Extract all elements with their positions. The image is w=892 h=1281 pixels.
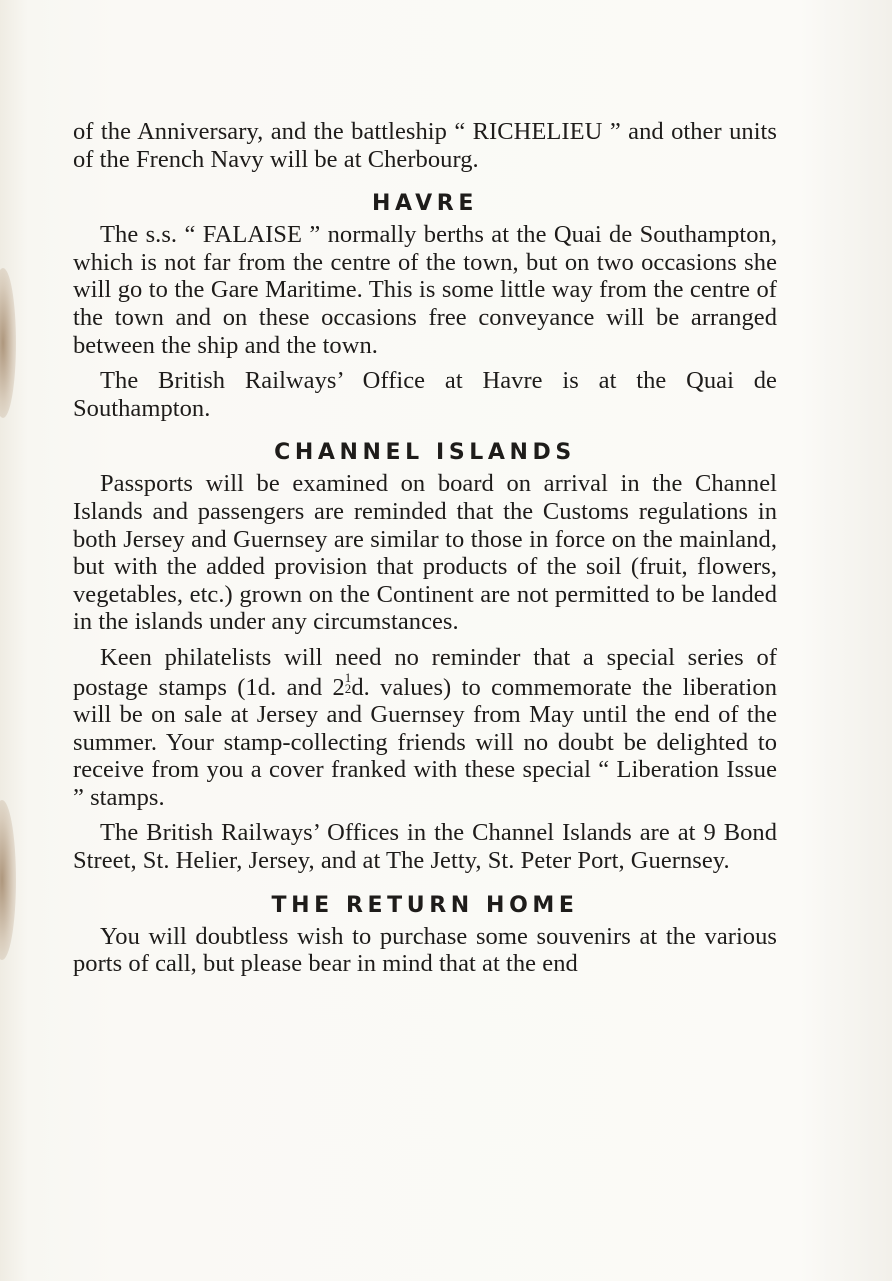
stamps-text-before: Keen philatelists will need no reminder that a special series of postage stamps (1d. and 2 [73, 643, 777, 701]
intro-paragraph: of the Anniversary, and the battleship “ RICHELIEU ” and other units of the French Navy will be at Cherbourg. [73, 118, 777, 173]
paper-stain-bottom [0, 800, 16, 960]
channel-islands-paragraph-2 [73, 644, 777, 812]
fraction-numerator: 1 [344, 669, 352, 685]
havre-paragraph-2: The British Railways’ Office at Havre is at the Quai de Southampton. [73, 367, 777, 422]
fraction-denominator: 2 [344, 680, 352, 696]
channel-islands-paragraph-3: The British Railways’ Offices in the Channel Islands are at 9 Bond Street, St. Helier, Jersey, and at The Jetty, St. Peter Port, Guernsey. [73, 819, 777, 875]
return-home-paragraph-1: You will doubtless wish to purchase some souvenirs at the various ports of call, but please bear in mind that at the end [73, 922, 777, 978]
paper-stain-top [0, 268, 16, 418]
havre-paragraph-1: The s.s. “ FALAISE ” normally berths at the Quai de Southampton, which is not far from the centre of the town, but on two occasions she will go to the Gare Maritime. This is some little way from the centre of the town and on these occasions free conveyance will be arranged between the ship and the town. [73, 221, 777, 359]
section-heading-havre: HAVRE [372, 191, 478, 217]
channel-islands-paragraph-1: Passports will be examined on board on arrival in the Channel Islands and passengers are reminded that the Customs regulations in both Jersey and Guernsey are similar to those in force on the mainland, but with the added provision that products of the soil (fruit, flowers, vegetables, etc.) grown on the Continent are not permitted to be landed in the islands under any circumstances. [73, 470, 777, 636]
section-heading-channel-islands: CHANNEL ISLANDS [274, 440, 576, 466]
page-content [73, 118, 777, 978]
stamps-text-after: d. values) to commemorate the liberation will be on sale at Jersey and Guernsey from May until the end of the summer. Your stamp-collecting friends will no doubt be delighted to receive from you a cover franked with these special “ Liberation Issue ” stamps. [73, 673, 777, 811]
section-heading-return-home: THE RETURN HOME [271, 892, 579, 918]
